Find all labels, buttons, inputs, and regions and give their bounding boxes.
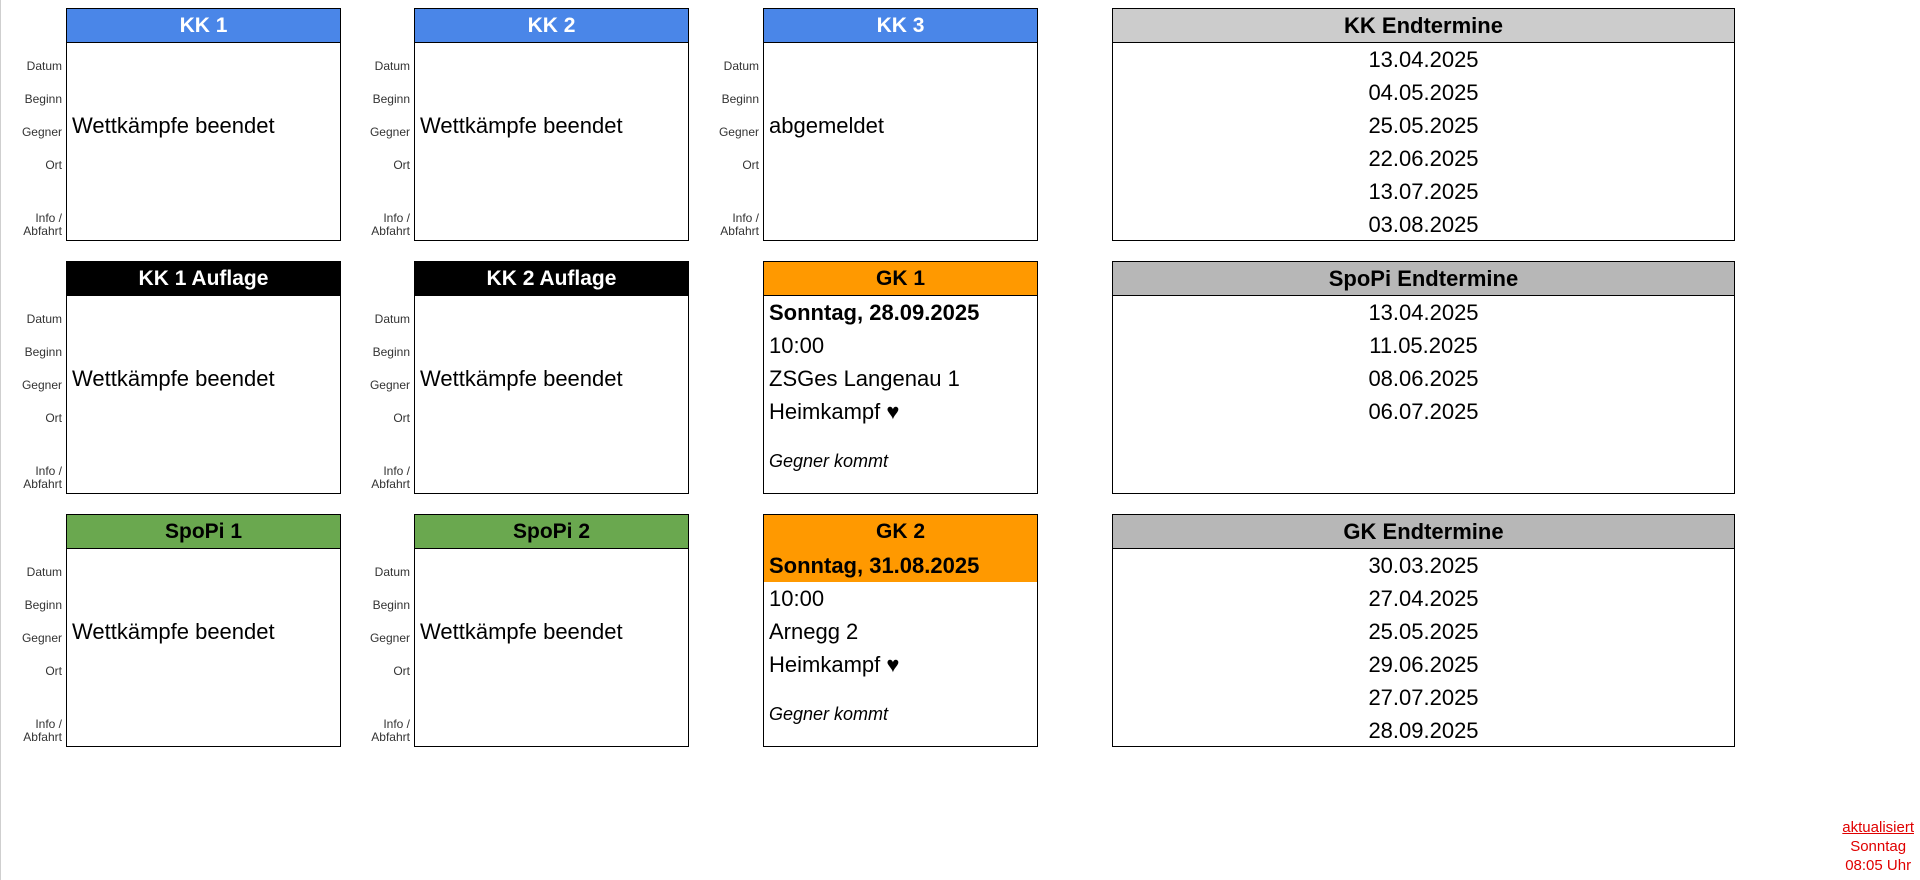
date-row: 27.07.2025 xyxy=(1368,685,1479,710)
date-row: 06.07.2025 xyxy=(1368,399,1479,424)
date-row: 11.05.2025 xyxy=(1369,333,1478,358)
datum-cell: Sonntag, 31.08.2025 xyxy=(764,549,1037,582)
card-kk2 xyxy=(348,8,623,241)
card-kk2-auflage xyxy=(348,261,623,494)
card-gk1 xyxy=(697,261,980,494)
gegner-cell: Wettkämpfe beendet xyxy=(72,113,275,138)
label-beginn: Beginn xyxy=(372,345,410,359)
row-labels xyxy=(348,548,410,746)
ort-cell: Heimkampf ♥ xyxy=(769,399,900,424)
spopi-endtermine-title: SpoPi Endtermine xyxy=(1113,262,1734,296)
label-ort: Ort xyxy=(393,158,410,172)
date-row: 08.06.2025 xyxy=(1368,366,1479,391)
label-gegner: Gegner xyxy=(369,631,410,645)
ort-cell xyxy=(415,648,688,681)
date-row: 13.04.2025 xyxy=(1368,47,1479,72)
card-title: KK 1 xyxy=(67,9,340,43)
label-info: Info / Abfahrt xyxy=(371,211,410,238)
gegner-cell: Wettkämpfe beendet xyxy=(420,113,623,138)
label-info: Info / Abfahrt xyxy=(23,464,62,491)
date-row: 13.07.2025 xyxy=(1368,179,1479,204)
info-cell xyxy=(67,681,340,747)
label-gegner: Gegner xyxy=(369,125,410,139)
date-row: 28.09.2025 xyxy=(1368,718,1479,743)
label-info: Info / Abfahrt xyxy=(371,464,410,491)
card-box xyxy=(66,8,341,241)
card-box xyxy=(414,261,689,494)
card-kk1 xyxy=(0,8,275,241)
label-datum: Datum xyxy=(26,59,62,73)
card-kk3 xyxy=(697,8,972,241)
ort-cell xyxy=(67,648,340,681)
beginn-cell xyxy=(415,76,688,109)
card-box xyxy=(414,8,689,241)
label-datum: Datum xyxy=(374,312,410,326)
label-beginn: Beginn xyxy=(372,92,410,106)
datum-cell xyxy=(415,296,688,329)
ort-cell xyxy=(67,395,340,428)
label-gegner: Gegner xyxy=(21,378,62,392)
label-datum: Datum xyxy=(723,59,759,73)
label-ort: Ort xyxy=(45,158,62,172)
datum-cell xyxy=(415,549,688,582)
card-kk1-auflage xyxy=(0,261,275,494)
spopi-endtermine-table xyxy=(1112,261,1735,494)
info-cell xyxy=(764,175,1037,241)
card-box xyxy=(763,514,1038,747)
card-title: SpoPi 2 xyxy=(415,515,688,549)
label-gegner: Gegner xyxy=(21,125,62,139)
gegner-cell: Wettkämpfe beendet xyxy=(420,366,623,391)
label-beginn: Beginn xyxy=(372,598,410,612)
gegner-cell: ZSGes Langenau 1 xyxy=(769,366,960,391)
label-beginn: Beginn xyxy=(24,598,62,612)
label-info: Info / Abfahrt xyxy=(23,717,62,744)
gk-endtermine-title: GK Endtermine xyxy=(1113,515,1734,549)
date-row: 04.05.2025 xyxy=(1368,80,1479,105)
gegner-cell: Wettkämpfe beendet xyxy=(72,619,275,644)
card-title: KK 1 Auflage xyxy=(67,262,340,296)
label-gegner: Gegner xyxy=(718,125,759,139)
card-box xyxy=(763,8,1038,241)
datum-cell xyxy=(764,43,1037,76)
card-box xyxy=(763,261,1038,494)
datum-cell: Sonntag, 28.09.2025 xyxy=(769,300,980,325)
card-title: KK 2 xyxy=(415,9,688,43)
card-title: SpoPi 1 xyxy=(67,515,340,549)
gegner-cell: Wettkämpfe beendet xyxy=(420,619,623,644)
row-labels xyxy=(348,42,410,240)
date-row: 22.06.2025 xyxy=(1368,146,1479,171)
label-ort: Ort xyxy=(45,411,62,425)
row-labels xyxy=(348,295,410,493)
card-box xyxy=(66,261,341,494)
label-datum: Datum xyxy=(374,59,410,73)
datum-cell xyxy=(67,549,340,582)
date-row: 27.04.2025 xyxy=(1368,586,1479,611)
label-datum: Datum xyxy=(26,565,62,579)
label-ort: Ort xyxy=(393,664,410,678)
info-cell xyxy=(67,175,340,241)
gegner-cell: Wettkämpfe beendet xyxy=(72,366,275,391)
info-cell xyxy=(67,428,340,494)
beginn-cell xyxy=(415,329,688,362)
beginn-cell: 10:00 xyxy=(769,586,825,611)
label-info: Info / Abfahrt xyxy=(720,211,759,238)
label-info: Info / Abfahrt xyxy=(23,211,62,238)
card-title: GK 2 xyxy=(764,515,1037,549)
info-cell: Gegner kommt xyxy=(769,704,889,724)
updated-notice xyxy=(1842,818,1914,875)
label-beginn: Beginn xyxy=(24,92,62,106)
date-row: 25.05.2025 xyxy=(1368,113,1479,138)
label-datum: Datum xyxy=(26,312,62,326)
label-gegner: Gegner xyxy=(369,378,410,392)
label-info: Info / Abfahrt xyxy=(371,717,410,744)
beginn-cell xyxy=(415,582,688,615)
beginn-cell xyxy=(67,76,340,109)
info-cell xyxy=(415,175,688,241)
label-beginn: Beginn xyxy=(24,345,62,359)
info-cell xyxy=(415,681,688,747)
ort-cell xyxy=(415,142,688,175)
card-box xyxy=(414,514,689,747)
beginn-cell xyxy=(67,329,340,362)
datum-cell xyxy=(415,43,688,76)
kk-endtermine-title: KK Endtermine xyxy=(1113,9,1734,43)
card-gk2 xyxy=(697,514,980,747)
beginn-cell xyxy=(764,76,1037,109)
card-title: KK 3 xyxy=(764,9,1037,43)
card-title: KK 2 Auflage xyxy=(415,262,688,296)
date-row: 25.05.2025 xyxy=(1368,619,1479,644)
label-beginn: Beginn xyxy=(721,92,759,106)
gegner-cell: Arnegg 2 xyxy=(769,619,859,644)
ort-cell xyxy=(67,142,340,175)
ort-cell xyxy=(764,142,1037,175)
date-row: 30.03.2025 xyxy=(1368,553,1479,578)
updated-time: 08:05 Uhr xyxy=(1845,857,1912,874)
date-row: 29.06.2025 xyxy=(1368,652,1479,677)
date-row: 13.04.2025 xyxy=(1368,300,1479,325)
gegner-cell: abgemeldet xyxy=(769,113,884,138)
datum-cell xyxy=(67,43,340,76)
label-ort: Ort xyxy=(742,158,759,172)
label-datum: Datum xyxy=(374,565,410,579)
row-labels xyxy=(697,42,759,240)
date-row: 03.08.2025 xyxy=(1368,212,1479,237)
row-labels xyxy=(0,548,62,746)
ort-cell xyxy=(415,395,688,428)
beginn-cell: 10:00 xyxy=(769,333,825,358)
card-box xyxy=(66,514,341,747)
card-spopi2 xyxy=(348,514,623,747)
card-spopi1 xyxy=(0,514,275,747)
info-cell xyxy=(415,428,688,494)
row-labels xyxy=(0,295,62,493)
beginn-cell xyxy=(67,582,340,615)
label-gegner: Gegner xyxy=(21,631,62,645)
datum-cell xyxy=(67,296,340,329)
row-labels xyxy=(0,42,62,240)
updated-day: Sonntag xyxy=(1850,838,1907,855)
gk-endtermine-table xyxy=(1112,514,1735,747)
ort-cell: Heimkampf ♥ xyxy=(769,652,900,677)
label-ort: Ort xyxy=(393,411,410,425)
label-ort: Ort xyxy=(45,664,62,678)
kk-endtermine-table xyxy=(1112,8,1735,241)
card-title: GK 1 xyxy=(764,262,1037,296)
updated-link[interactable]: aktualisiert xyxy=(1842,819,1914,836)
info-cell: Gegner kommt xyxy=(769,451,889,471)
